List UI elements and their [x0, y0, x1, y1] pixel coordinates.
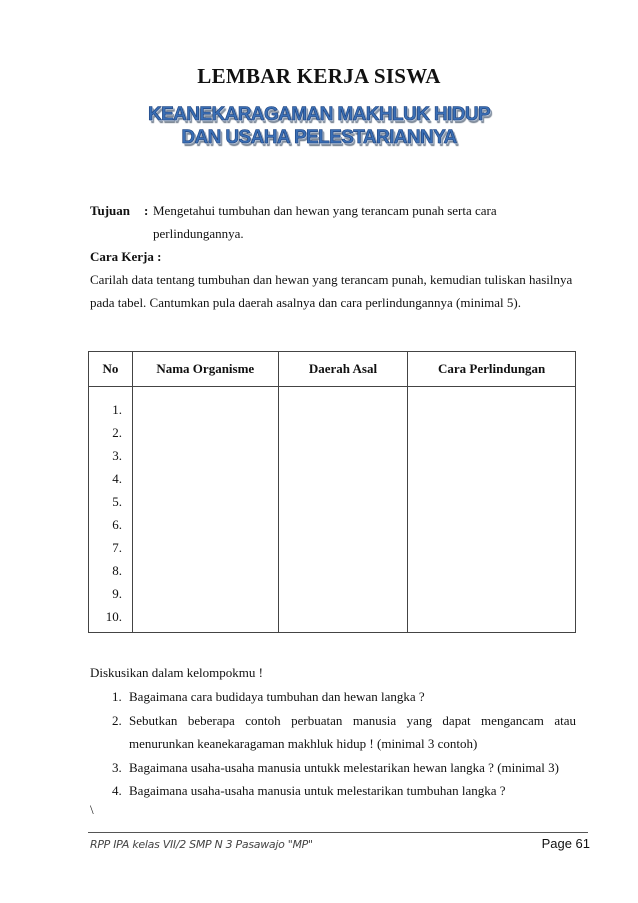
row-number: 1.	[112, 402, 122, 417]
tujuan-colon: :	[144, 203, 149, 218]
question-text: Bagaimana usaha-usaha manusia untukk melestarikan hewan langka ? (minimal 3)	[129, 760, 559, 775]
wordart-line-2: DAN USAHA PELESTARIANNYA	[181, 127, 457, 148]
question-number: 3.	[112, 760, 122, 775]
footer-divider	[88, 832, 588, 833]
number-column	[89, 387, 133, 633]
question-text: Bagaimana usaha-usaha manusia untuk melestarikan tumbuhan langka ?	[129, 783, 506, 798]
daerah-asal-cell	[278, 387, 408, 633]
cara-kerja-label: Cara Kerja :	[90, 249, 162, 264]
question-text: Sebutkan beberapa contoh perbuatan manusia yang dapat mengancam atau	[129, 713, 576, 728]
wordart-line-1: KEANEKARAGAMAN MAKHLUK HIDUP	[147, 104, 491, 125]
question-number: 2.	[112, 713, 122, 728]
tujuan-text-line-2: perlindungannya.	[153, 226, 244, 241]
header-cara-perlindungan: Cara Perlindungan	[408, 352, 576, 387]
row-number: 5.	[112, 494, 122, 509]
row-number: 3.	[112, 448, 122, 463]
row-number: 6.	[112, 517, 122, 532]
tujuan-label: Tujuan	[90, 203, 130, 218]
question-text-continued: menurunkan keanekaragaman makhluk hidup ! (minimal 3 contoh)	[129, 736, 478, 751]
cara-kerja-line-1: Carilah data tentang tumbuhan dan hewan yang terancam punah, kemudian tuliskan hasilnya	[90, 272, 573, 287]
diskusi-intro: Diskusikan dalam kelompokmu !	[90, 665, 263, 680]
cara-perlindungan-cell	[408, 387, 576, 633]
row-number: 8.	[112, 563, 122, 578]
header-daerah-asal: Daerah Asal	[278, 352, 408, 387]
question-text: Bagaimana cara budidaya tumbuhan dan hewan langka ?	[129, 689, 425, 704]
row-number: 10.	[105, 609, 122, 624]
footer-page-number: Page 61	[541, 836, 590, 851]
header-no: No	[89, 352, 133, 387]
row-number: 2.	[112, 425, 122, 440]
table-header-row	[89, 352, 576, 387]
page-title: LEMBAR KERJA SISWA	[197, 64, 441, 88]
header-nama-organisme: Nama Organisme	[132, 352, 278, 387]
nama-organisme-cell	[132, 387, 278, 633]
table-body-row	[89, 387, 576, 633]
cara-kerja-line-2: pada tabel. Cantumkan pula daerah asalnya dan cara perlindungannya (minimal 5).	[90, 295, 521, 310]
footer-course-label: RPP IPA kelas VII/2 SMP N 3 Pasawajo "MP"	[90, 838, 313, 851]
tujuan-text-line-1: Mengetahui tumbuhan dan hewan yang terancam punah serta cara	[153, 203, 497, 218]
row-number: 7.	[112, 540, 122, 555]
worksheet-table	[88, 351, 576, 633]
row-number: 4.	[112, 471, 122, 486]
row-number: 9.	[112, 586, 122, 601]
question-number: 4.	[112, 783, 122, 798]
question-number: 1.	[112, 689, 122, 704]
stray-backslash: \	[90, 802, 94, 817]
